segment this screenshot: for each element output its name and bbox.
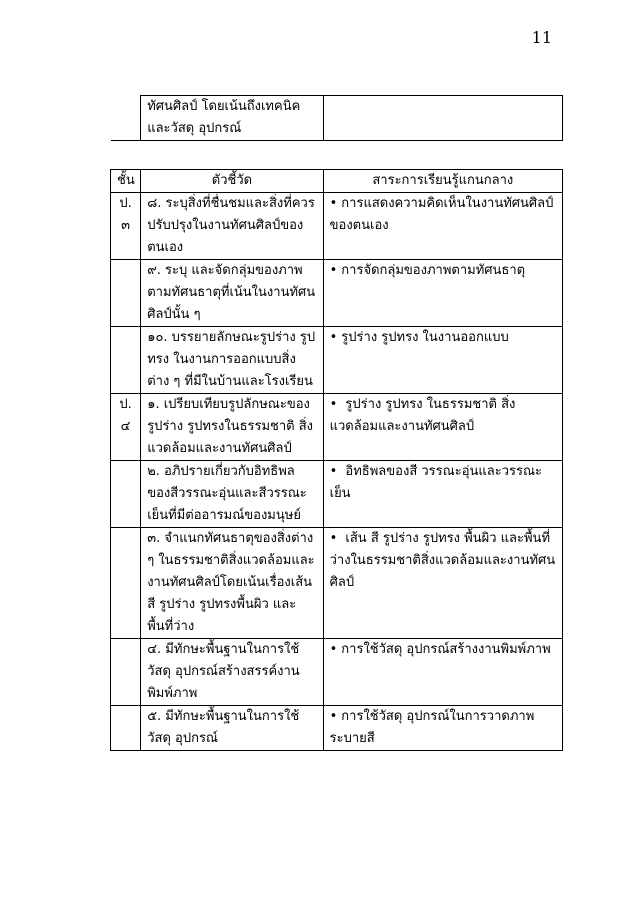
cell-indicator: ๑๐. บรรยายลักษณะรูปร่าง รูปทรง ในงานการออกแบบสิ่งต่าง ๆ ที่มีในบ้านและโรงเรียน: [141, 327, 323, 394]
header-content: สาระการเรียนรู้แกนกลาง: [323, 170, 562, 193]
cell-content: [323, 193, 562, 260]
cell-level: [111, 706, 141, 751]
cell-level: ป. ๔: [111, 394, 141, 461]
table-row: [111, 639, 563, 706]
bullet-icon: •: [329, 330, 338, 345]
table-row: [111, 327, 563, 394]
cell-indicator: ๓. จำแนกทัศนธาตุของสิ่งต่าง ๆ ในธรรมชาติสิ่งแวดล้อมและงานทัศนศิลป์โดยเน้นเรื่องเส้น สี รูปร่าง รูปทรงพื้นผิว และพื้นที่ว่าง: [141, 528, 323, 639]
content-text: รูปร่าง รูปทรง ในธรรมชาติ สิ่งแวดล้อมและงานทัศนศิลป์: [329, 397, 516, 434]
cell-content: [323, 639, 562, 706]
cell-content: [323, 528, 562, 639]
carryover-blank: [111, 96, 141, 141]
cell-indicator: ๒. อภิปรายเกี่ยวกับอิทธิพลของสีวรรณะอุ่นและสีวรรณะเย็นที่มีต่ออารมณ์ของมนุษย์: [141, 461, 323, 528]
page-number: 11: [531, 28, 552, 47]
header-row: [111, 170, 563, 193]
cell-content: [323, 260, 562, 327]
bullet-icon: •: [329, 642, 338, 657]
table-row: [111, 706, 563, 751]
bullet-icon: •: [329, 531, 338, 546]
cell-level: [111, 528, 141, 639]
table-row: [111, 461, 563, 528]
table-row: [111, 394, 563, 461]
content-text: อิทธิพลของสี วรรณะอุ่นและวรรณะเย็น: [329, 464, 543, 501]
bullet-icon: •: [329, 464, 338, 479]
cell-level: ป. ๓: [111, 193, 141, 260]
table-row: [111, 260, 563, 327]
bullet-icon: •: [329, 263, 338, 278]
cell-indicator: ๕. มีทักษะพื้นฐานในการใช้วัสดุ อุปกรณ์: [141, 706, 323, 751]
cell-indicator: ๘. ระบุสิ่งที่ชื่นชมและสิ่งที่ควรปรับปรุงในงานทัศนศิลป์ของตนเอง: [141, 193, 323, 260]
cell-indicator: ๔. มีทักษะพื้นฐานในการใช้วัสดุ อุปกรณ์สร้างสรรค์งานพิมพ์ภาพ: [141, 639, 323, 706]
cell-content: [323, 706, 562, 751]
table-gap: [111, 141, 563, 170]
content-text: การใช้วัสดุ อุปกรณ์สร้างงานพิมพ์ภาพ: [341, 642, 551, 657]
curriculum-table: [110, 95, 563, 751]
bullet-icon: •: [329, 709, 338, 724]
carryover-indicator: ทัศนศิลป์ โดยเน้นถึงเทคนิคและวัสดุ อุปกรณ์: [141, 96, 323, 141]
content-text: การจัดกลุ่มของภาพตามทัศนธาตุ: [341, 263, 526, 278]
table-row: [111, 193, 563, 260]
table-row: [111, 528, 563, 639]
content-text: เส้น สี รูปร่าง รูปทรง พื้นผิว และพื้นที่ว่างในธรรมชาติสิ่งแวดล้อมและงานทัศนศิลป์: [329, 531, 556, 590]
cell-content: [323, 394, 562, 461]
cell-content: [323, 461, 562, 528]
cell-indicator: ๑. เปรียบเทียบรูปลักษณะของรูปร่าง รูปทรงในธรรมชาติ สิ่งแวดล้อมและงานทัศนศิลป์: [141, 394, 323, 461]
content-text: รูปร่าง รูปทรง ในงานออกแบบ: [341, 330, 509, 345]
content-text: การแสดงความคิดเห็นในงานทัศนศิลป์ของตนเอง: [329, 196, 554, 233]
cell-level: [111, 639, 141, 706]
bullet-icon: •: [329, 196, 338, 211]
cell-content: [323, 327, 562, 394]
cell-level: [111, 461, 141, 528]
carryover-content: [323, 96, 562, 141]
header-indicator: ตัวชี้วัด: [141, 170, 323, 193]
cell-level: [111, 327, 141, 394]
cell-indicator: ๙. ระบุ และจัดกลุ่มของภาพตามทัศนธาตุที่เน้นในงานทัศนศิลป์นั้น ๆ: [141, 260, 323, 327]
content-text: การใช้วัสดุ อุปกรณ์ในการวาดภาพระบายสี: [329, 709, 535, 746]
cell-level: [111, 260, 141, 327]
bullet-icon: •: [329, 397, 338, 412]
carryover-row: [111, 96, 563, 141]
header-level: ชั้น: [111, 170, 141, 193]
